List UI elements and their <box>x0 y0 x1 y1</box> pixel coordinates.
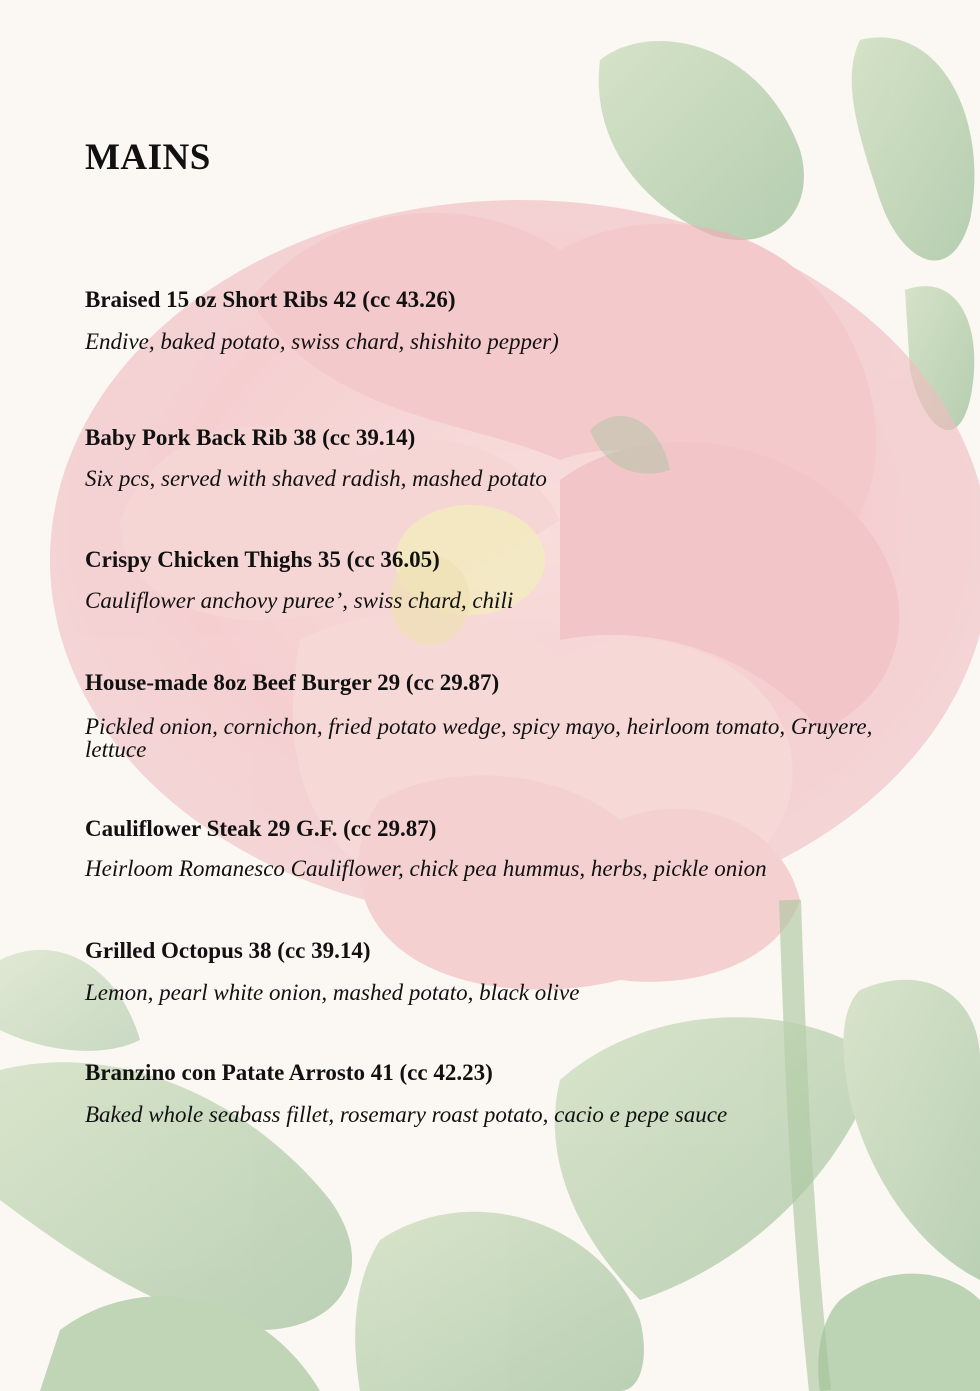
menu-item-description: Pickled onion, cornichon, fried potato wedge, spicy mayo, heirloom tomato, Gruyere, lettuce <box>85 714 873 762</box>
menu-item-description: Endive, baked potato, swiss chard, shishito pepper) <box>85 329 559 354</box>
menu-item <box>85 424 905 490</box>
menu-item-name: House-made 8oz Beef Burger 29 (cc 29.87) <box>85 670 500 695</box>
menu-item-name: Braised 15 oz Short Ribs 42 (cc 43.26) <box>85 287 456 312</box>
menu-item-description: Baked whole seabass fillet, rosemary roast potato, cacio e pepe sauce <box>85 1102 728 1127</box>
menu-item-name: Baby Pork Back Rib 38 (cc 39.14) <box>85 425 416 450</box>
menu-item <box>85 1059 905 1126</box>
menu-item <box>85 286 905 353</box>
menu-item-description: Heirloom Romanesco Cauliflower, chick pea hummus, herbs, pickle onion <box>85 856 767 881</box>
page-title: MAINS <box>85 137 211 178</box>
menu-item <box>85 937 905 1004</box>
menu-item-name: Crispy Chicken Thighs 35 (cc 36.05) <box>85 547 440 572</box>
menu-item-description: Cauliflower anchovy puree’, swiss chard, chili <box>85 588 514 613</box>
menu-item-name: Grilled Octopus 38 (cc 39.14) <box>85 938 371 963</box>
menu-item-name: Branzino con Patate Arrosto 41 (cc 42.23) <box>85 1060 493 1085</box>
menu-item-description: Six pcs, served with shaved radish, mashed potato <box>85 466 547 491</box>
menu-item <box>85 815 905 880</box>
menu-item-description: Lemon, pearl white onion, mashed potato, black olive <box>85 980 580 1005</box>
menu-item-name: Cauliflower Steak 29 G.F. (cc 29.87) <box>85 816 437 841</box>
menu-item <box>85 546 905 612</box>
menu-item <box>85 669 905 761</box>
